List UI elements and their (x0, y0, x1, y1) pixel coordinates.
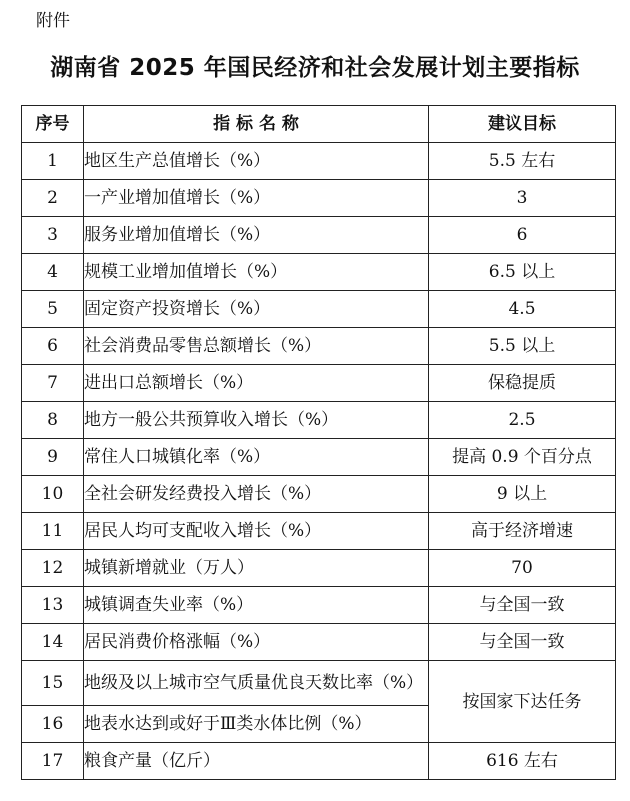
row-number: 5 (22, 291, 84, 328)
row-number: 15 (22, 661, 84, 706)
indicator-name: 地表水达到或好于Ⅲ类水体比例（%） (84, 706, 429, 743)
indicator-name: 地区生产总值增长（%） (84, 143, 429, 180)
table-header-row (22, 106, 616, 143)
target-value: 2.5 (429, 402, 616, 439)
indicator-name: 固定资产投资增长（%） (84, 291, 429, 328)
attachment-label: 附件 (36, 11, 70, 31)
row-number: 8 (22, 402, 84, 439)
target-value: 70 (429, 550, 616, 587)
row-number: 6 (22, 328, 84, 365)
indicator-name: 城镇新增就业（万人） (84, 550, 429, 587)
table-row (22, 743, 616, 780)
target-value: 6 (429, 217, 616, 254)
table-row (22, 439, 616, 476)
table-row (22, 180, 616, 217)
row-number: 4 (22, 254, 84, 291)
header-name: 指 标 名 称 (84, 106, 429, 143)
indicators-table (21, 105, 616, 780)
row-number: 17 (22, 743, 84, 780)
target-value: 6.5 以上 (429, 254, 616, 291)
target-value: 5.5 以上 (429, 328, 616, 365)
table-row (22, 550, 616, 587)
row-number: 1 (22, 143, 84, 180)
row-number: 11 (22, 513, 84, 550)
table-row (22, 476, 616, 513)
indicator-name: 进出口总额增长（%） (84, 365, 429, 402)
row-number: 14 (22, 624, 84, 661)
target-value: 与全国一致 (429, 587, 616, 624)
target-value: 5.5 左右 (429, 143, 616, 180)
row-number: 13 (22, 587, 84, 624)
indicator-name: 全社会研发经费投入增长（%） (84, 476, 429, 513)
table-row (22, 217, 616, 254)
indicator-name: 地方一般公共预算收入增长（%） (84, 402, 429, 439)
page-title: 湖南省 2025 年国民经济和社会发展计划主要指标 (50, 55, 580, 81)
indicator-name: 居民人均可支配收入增长（%） (84, 513, 429, 550)
indicator-name: 服务业增加值增长（%） (84, 217, 429, 254)
table-row (22, 291, 616, 328)
row-number: 3 (22, 217, 84, 254)
target-value: 提高 0.9 个百分点 (429, 439, 616, 476)
row-number: 10 (22, 476, 84, 513)
row-number: 2 (22, 180, 84, 217)
indicator-name: 一产业增加值增长（%） (84, 180, 429, 217)
table-row (22, 402, 616, 439)
indicator-name: 地级及以上城市空气质量优良天数比率（%） (84, 661, 429, 706)
indicator-name: 规模工业增加值增长（%） (84, 254, 429, 291)
table-row (22, 661, 616, 706)
table-row (22, 143, 616, 180)
row-number: 7 (22, 365, 84, 402)
header-no: 序号 (22, 106, 84, 143)
target-value: 与全国一致 (429, 624, 616, 661)
row-number: 16 (22, 706, 84, 743)
table-row (22, 328, 616, 365)
target-value: 616 左右 (429, 743, 616, 780)
header-target: 建议目标 (429, 106, 616, 143)
indicator-name: 城镇调查失业率（%） (84, 587, 429, 624)
indicator-name: 居民消费价格涨幅（%） (84, 624, 429, 661)
row-number: 12 (22, 550, 84, 587)
table-row (22, 513, 616, 550)
indicator-name: 社会消费品零售总额增长（%） (84, 328, 429, 365)
target-value: 9 以上 (429, 476, 616, 513)
table-row (22, 254, 616, 291)
target-value: 3 (429, 180, 616, 217)
table-row (22, 624, 616, 661)
target-value: 保稳提质 (429, 365, 616, 402)
table-row (22, 365, 616, 402)
target-value: 4.5 (429, 291, 616, 328)
indicator-name: 粮食产量（亿斤） (84, 743, 429, 780)
indicator-name: 常住人口城镇化率（%） (84, 439, 429, 476)
row-number: 9 (22, 439, 84, 476)
target-value: 高于经济增速 (429, 513, 616, 550)
target-value: 按国家下达任务 (429, 661, 616, 743)
table-row (22, 587, 616, 624)
